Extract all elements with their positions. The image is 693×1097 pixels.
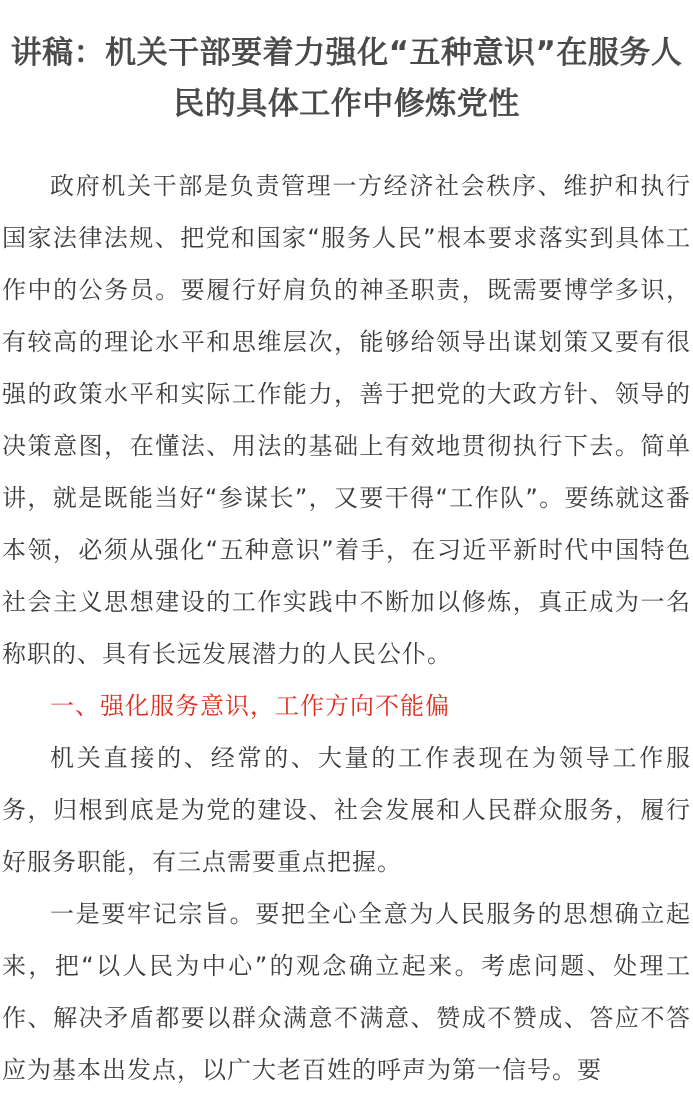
article-title: 讲稿：机关干部要着力强化“五种意识”在服务人民的具体工作中修炼党性 [10,35,683,122]
section-1-paragraph-1: 机关直接的、经常的、大量的工作表现在为领导工作服务，归根到底是为党的建设、社会发展和人民群众服务，履行好服务职能，有三点需要重点把握。 [2,744,691,876]
intro-paragraph: 政府机关干部是负责管理一方经济社会秩序、维护和执行国家法律法规、把党和国家“服务人民”根本要求落实到具体工作中的公务员。要履行好肩负的神圣职责，既需要博学多识，有较高的理论水平和思维层次，能够给领导出谋划策又要有很强的政策水平和实际工作能力，善于把党的大政方针、领导的决策意图，在懂法、用法的基础上有效地贯彻执行下去。简单讲，就是既能当好“参谋长”，又要干得“工作队”。要练就这番本领，必须从强化“五种意识”着手，在习近平新时代中国特色社会主义思想建设的工作实践中不断加以修炼，真正成为一名称职的、具有长远发展潜力的人民公仆。 [2,172,691,668]
section-1-paragraph-2: 一是要牢记宗旨。要把全心全意为人民服务的思想确立起来，把“以人民为中心”的观念确立起来。考虑问题、处理工作、解决矛盾都要以群众满意不满意、赞成不赞成、答应不答应为基本出发点，以广大老百姓的呼声为第一信号。要 [2,900,691,1084]
section-heading-1: 一、强化服务意识，工作方向不能偏 [50,692,450,720]
